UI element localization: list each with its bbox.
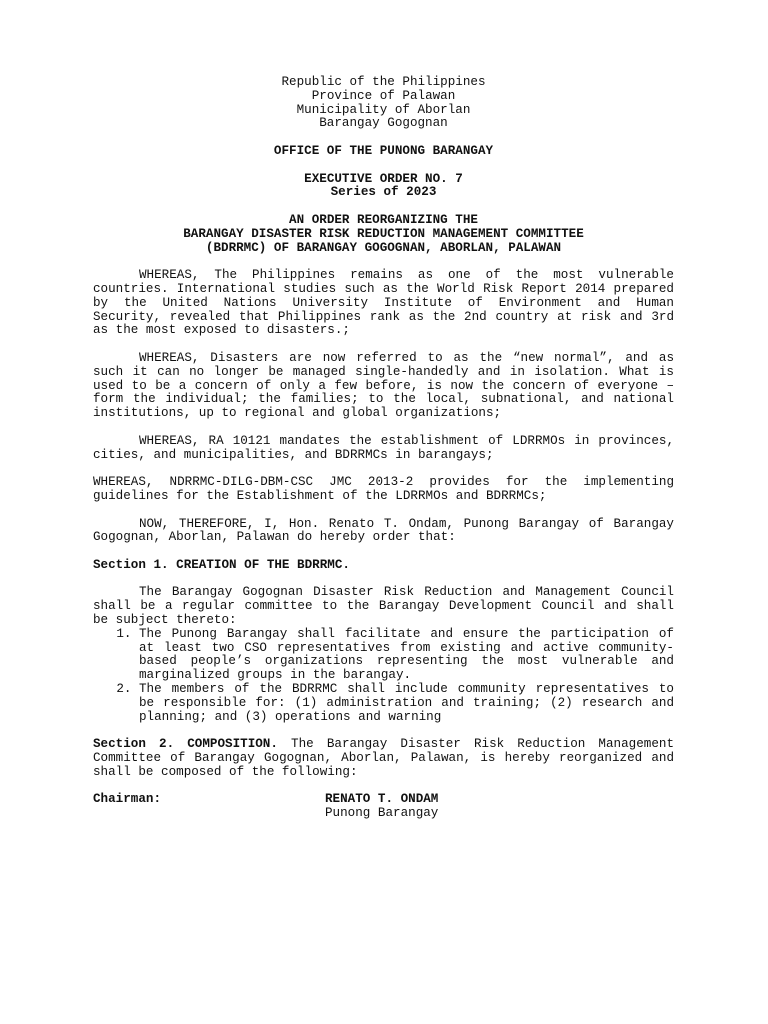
- section-2-paragraph: [93, 738, 674, 779]
- office-title: OFFICE OF THE PUNONG BARANGAY: [273, 143, 494, 158]
- order-number-block: [93, 173, 674, 201]
- composition-name: RENATO T. ONDAM: [325, 792, 439, 807]
- letterhead: [93, 76, 674, 131]
- header-municipality: Municipality of Aborlan: [296, 102, 471, 117]
- composition-row: [93, 793, 674, 821]
- composition-title: Punong Barangay: [325, 806, 439, 821]
- list-item: 2. The members of the BDRRMC shall include community representatives to be responsible for: (1) administration and training; (2) research and planning; and (3) operations and warning: [139, 683, 674, 724]
- header-province: Province of Palawan: [311, 88, 456, 103]
- order-title-line-3: (BDRRMC) OF BARANGAY GOGOGNAN, ABORLAN, PALAWAN: [205, 240, 562, 255]
- whereas-clause-1: WHEREAS, The Philippines remains as one of the most vulnerable countries. International studies such as the World Risk Report 2014 prepared by the United Nations University Institute of Environment and Human Security, revealed that Philippines rank as the 2nd country at risk and 3rd as the most exposed to disasters.;: [93, 268, 674, 338]
- section-2-text: The Barangay Disaster Risk Reduction Management Committee of Barangay Gogognan, Aborlan, Palawan, is hereby reorganized and shall be composed of the following:: [93, 737, 675, 779]
- whereas-clause-3: WHEREAS, RA 10121 mandates the establishment of LDRRMOs in provinces, cities, and municipalities, and BDRRMCs in barangays;: [93, 433, 674, 462]
- whereas-clause-2: WHEREAS, Disasters are now referred to as the “new normal”, and as such it can no longer be managed single-handedly and in isolation. What is used to be a concern of only a few before, is now the concern of everyone – form the individual; the families; to the local, subnational, and national institutions, up to regional and global organizations;: [93, 350, 674, 421]
- section-1-heading: Section 1. CREATION OF THE BDRRMC.: [93, 557, 350, 572]
- order-title-line-2: BARANGAY DISASTER RISK REDUCTION MANAGEMENT COMMITTEE: [183, 226, 584, 241]
- composition-role: Chairman:: [93, 792, 162, 807]
- header-barangay: Barangay Gogognan: [319, 116, 448, 131]
- section-1-list: [93, 628, 674, 725]
- order-title: [93, 214, 674, 255]
- list-item: 1. The Punong Barangay shall facilitate and ensure the participation of at least two CSO representatives from existing and active community-based people’s organizations representing the most vulnerable and marginalized groups in the barangay.: [139, 628, 674, 683]
- document-page: [93, 76, 674, 821]
- section-1-text: The Barangay Gogognan Disaster Risk Reduction and Management Council shall be a regular committee to the Barangay Development Council and shall be subject thereto:: [93, 585, 674, 628]
- whereas-clause-4: WHEREAS, NDRRMC-DILG-DBM-CSC JMC 2013-2 provides for the implementing guidelines for the Establishment of the LDRRMOs and BDRRMCs;: [93, 475, 674, 503]
- order-title-line-1: AN ORDER REORGANIZING THE: [289, 212, 478, 227]
- order-series: Series of 2023: [330, 185, 437, 200]
- header-country: Republic of the Philippines: [281, 75, 486, 89]
- section-2-heading: Section 2. COMPOSITION.: [93, 737, 278, 752]
- order-number: EXECUTIVE ORDER NO. 7: [304, 171, 463, 186]
- now-therefore-clause: NOW, THEREFORE, I, Hon. Renato T. Ondam, Punong Barangay of Barangay Gogognan, Aborlan, Palawan do hereby order that:: [93, 516, 674, 545]
